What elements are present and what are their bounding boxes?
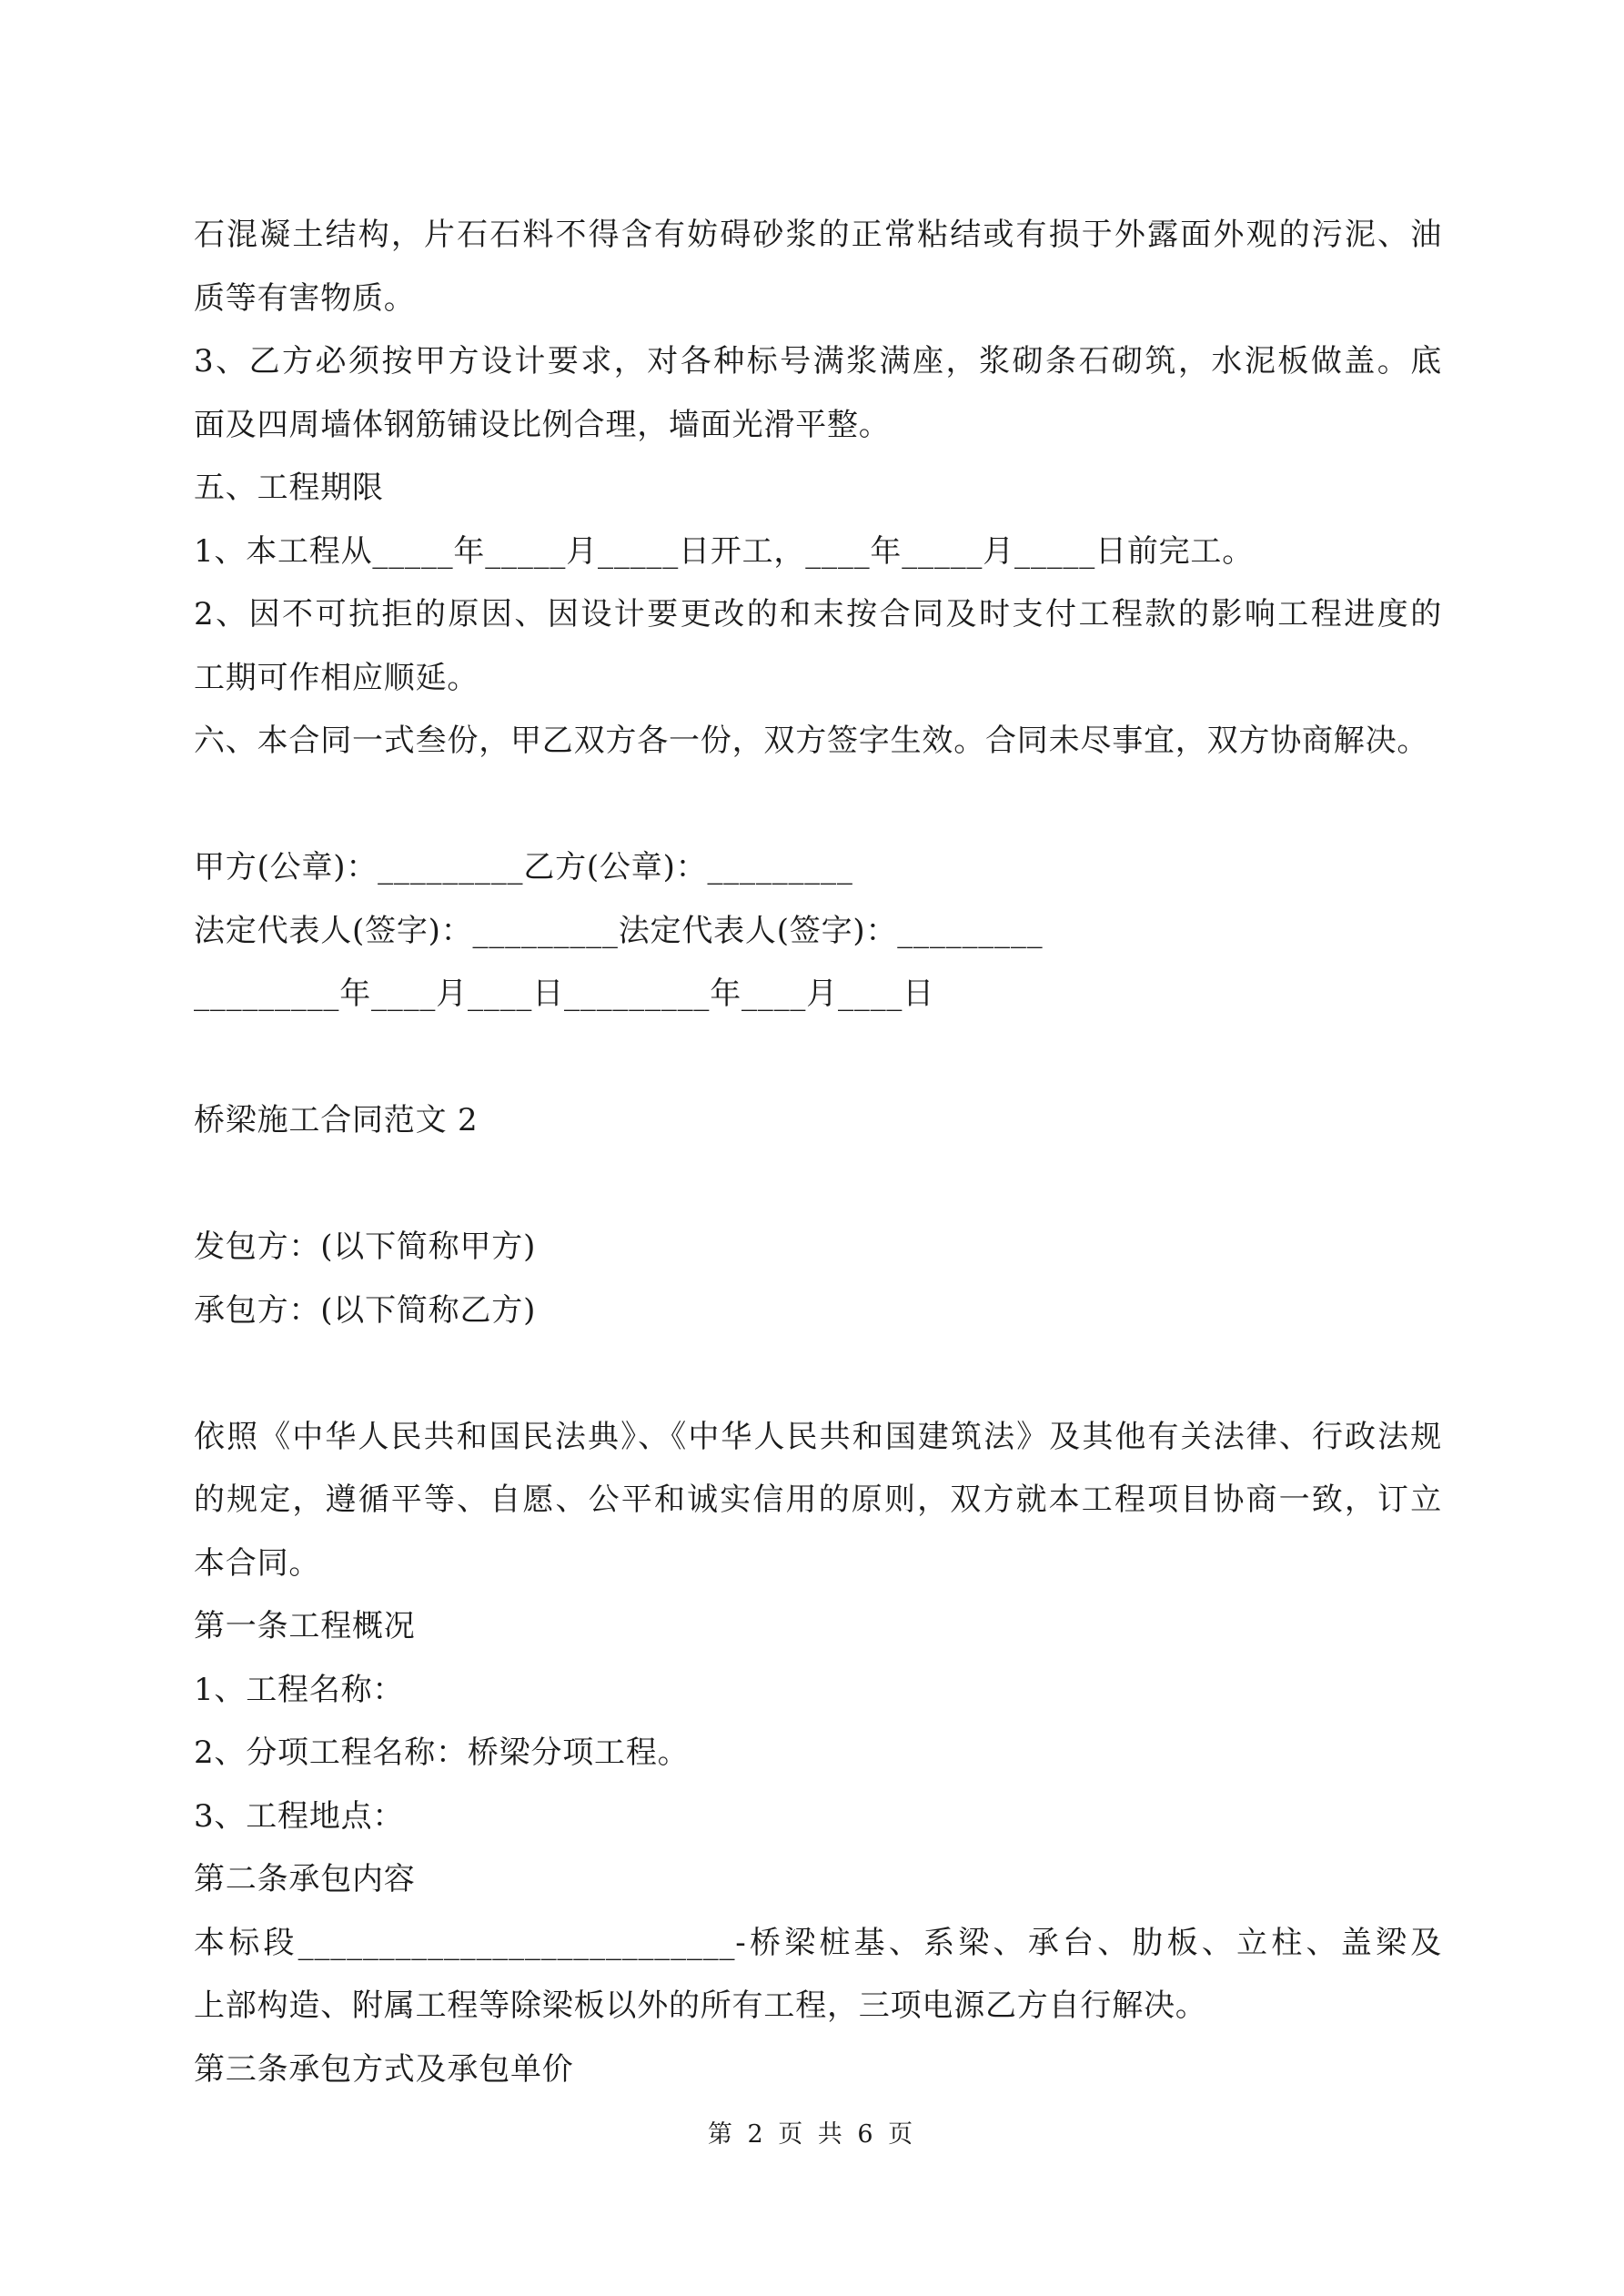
document-body — [194, 204, 1442, 2101]
date-line: _________年____月____日_________年____月____日 — [194, 976, 934, 1012]
paragraph-line: 六、本合同一式叁份，甲乙双方各一份，双方签字生效。合同未尽事宜，双方协商解决。 — [194, 723, 1429, 759]
page-number: 第 2 页 共 6 页 — [707, 2120, 917, 2149]
article-heading: 第一条工程概况 — [194, 1608, 416, 1644]
paragraph-line: 质等有害物质。 — [194, 279, 416, 317]
party-line: 发包方：(以下简称甲方) — [194, 1229, 537, 1265]
paragraph-line: 石混凝土结构，片石石料不得含有妨碍砂浆的正常粘结或有损于外露面外观的污泥、油 — [194, 217, 1442, 253]
document-title: 桥梁施工合同范文 2 — [194, 1102, 479, 1138]
paragraph-line: 1、工程名称： — [194, 1671, 405, 1708]
paragraph-line: 2、分项工程名称：桥梁分项工程。 — [194, 1735, 690, 1771]
blank-line — [194, 774, 1442, 837]
signature-line: 法定代表人(签字)：_________法定代表人(签字)：_________ — [194, 912, 1044, 949]
paragraph-line: 1、本工程从_____年_____月_____日开工，____年_____月_____日前完工。 — [194, 532, 1255, 570]
article-heading: 第三条承包方式及承包单价 — [194, 2050, 574, 2088]
paragraph-line: 本标段___________________________-桥梁桩基、系梁、承台、肋板、立柱、盖梁及 — [194, 1924, 1442, 1961]
paragraph-line: 上部构造、附属工程等除梁板以外的所有工程，三项电源乙方自行解决。 — [194, 1988, 1207, 2024]
paragraph-line: 工期可作相应顺延。 — [194, 659, 479, 696]
section-heading: 五、工程期限 — [194, 470, 384, 506]
paragraph-line: 的规定，遵循平等、自愿、公平和诚实信用的原则，双方就本工程项目协商一致，订立 — [194, 1482, 1442, 1518]
signature-line: 甲方(公章)：_________乙方(公章)：_________ — [194, 849, 853, 885]
blank-line — [194, 1342, 1442, 1406]
party-line: 承包方：(以下简称乙方) — [194, 1291, 537, 1329]
blank-line — [194, 1153, 1442, 1217]
paragraph-line: 面及四周墙体钢筋铺设比例合理，墙面光滑平整。 — [194, 406, 891, 443]
paragraph-line: 本合同。 — [194, 1544, 321, 1582]
paragraph-line: 2、因不可抗拒的原因、因设计要更改的和末按合同及时支付工程款的影响工程进度的 — [194, 596, 1442, 632]
paragraph-line: 依照《中华人民共和国民法典》、《中华人民共和国建筑法》及其他有关法律、行政法规 — [194, 1418, 1442, 1455]
article-heading: 第二条承包内容 — [194, 1861, 416, 1897]
paragraph-line: 3、乙方必须按甲方设计要求，对各种标号满浆满座，浆砌条石砌筑，水泥板做盖。底 — [194, 343, 1442, 379]
paragraph-line: 3、工程地点： — [194, 1797, 405, 1835]
blank-line — [194, 1027, 1442, 1090]
